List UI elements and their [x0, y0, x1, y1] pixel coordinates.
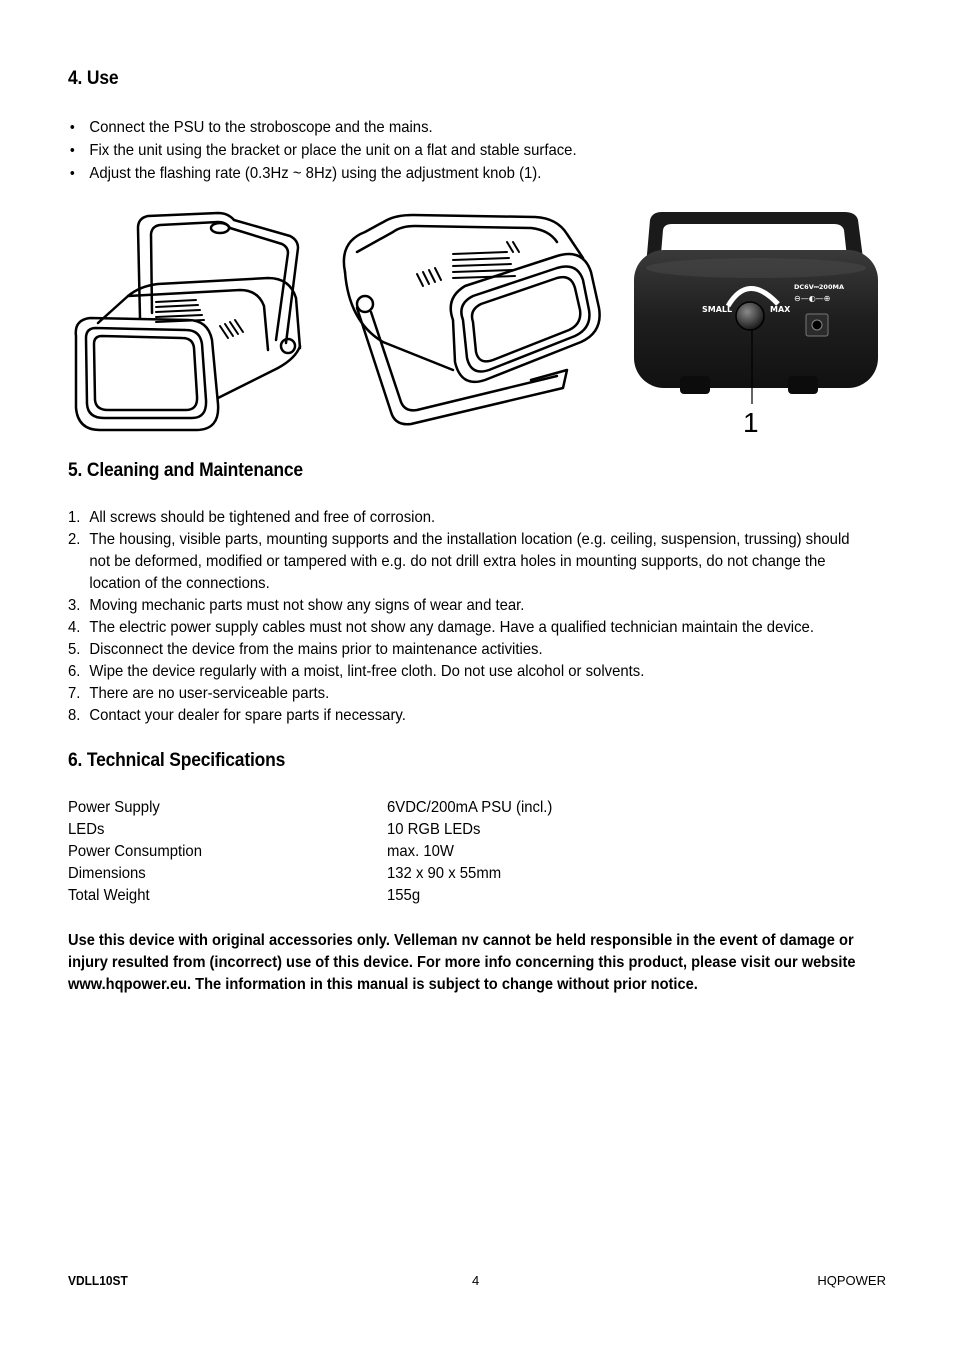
list-item: 1. All screws should be tightened and free of corrosion. [68, 509, 436, 526]
use-bullet-list [68, 117, 868, 186]
footer-page-number: 4 [472, 1273, 480, 1288]
cleaning-numbered-list [68, 507, 868, 727]
footer-brand: HQPOWER [817, 1273, 886, 1288]
section-heading-cleaning: 5. Cleaning and Maintenance [68, 460, 303, 481]
list-item: • Connect the PSU to the stroboscope and the mains. [68, 117, 868, 140]
list-item: 4. The electric power supply cables must not show any damage. Have a qualified technician maintain the device. [68, 619, 814, 636]
footer-model: VDLL10ST [68, 1273, 128, 1288]
section-heading-use: 4. Use [68, 68, 119, 89]
power-rating-label: DC6V⎓200MA [794, 283, 844, 291]
list-item: • Fix the unit using the bracket or place the unit on a flat and stable surface. [68, 140, 868, 163]
knob-callout-number: 1 [743, 407, 759, 438]
list-item: 7. There are no user-serviceable parts. [68, 685, 330, 702]
spec-row: Total Weight 155g [68, 887, 421, 904]
strobe-bracket-angled-illustration [335, 212, 605, 437]
list-item: 2. The housing, visible parts, mounting supports and the installation location (e.g. ceiling, suspension, trussing) should not be deformed, modified or tampered with e.g. do not drill extra holes in mounting supports, do not change the location of the connections. [68, 531, 850, 592]
list-item: 3. Moving mechanic parts must not show any signs of wear and tear. [68, 597, 525, 614]
section-heading-specs: 6. Technical Specifications [68, 750, 286, 771]
knob-max-label: MAX [770, 305, 791, 314]
strobe-bracket-front-illustration [68, 208, 318, 438]
strobe-rear-panel-illustration [628, 208, 884, 440]
spec-row: Power Consumption max. 10W [68, 843, 454, 860]
list-item: • Adjust the flashing rate (0.3Hz ~ 8Hz) using the adjustment knob (1). [68, 163, 868, 186]
polarity-symbol-label: ⊖—◐—⊕ [794, 294, 831, 303]
spec-row: Dimensions 132 x 90 x 55mm [68, 865, 502, 882]
disclaimer-notice: Use this device with original accessories only. Velleman nv cannot be held responsible in the event of damage or injury resulted from (incorrect) use of this device. For more info concerning this product, please visit our website www.hqpower.eu. The information in this manual is subject to change without prior notice. [68, 932, 856, 993]
list-item: 5. Disconnect the device from the mains prior to maintenance activities. [68, 641, 543, 658]
spec-table [68, 797, 719, 907]
list-item: 8. Contact your dealer for spare parts if necessary. [68, 707, 406, 724]
spec-row: LEDs 10 RGB LEDs [68, 821, 481, 838]
knob-min-label: SMALL [702, 305, 733, 314]
list-item: 6. Wipe the device regularly with a moist, lint-free cloth. Do not use alcohol or solvents. [68, 663, 645, 680]
spec-row: Power Supply 6VDC/200mA PSU (incl.) [68, 799, 553, 816]
